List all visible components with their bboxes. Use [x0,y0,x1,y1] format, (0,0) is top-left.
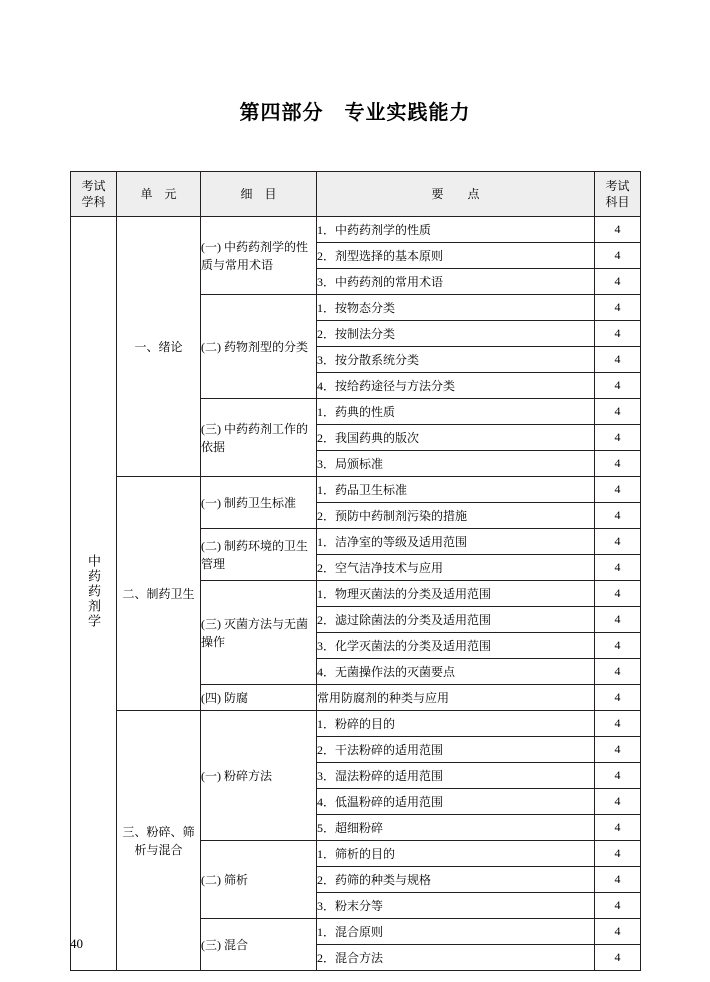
cell-exam-subject: 4 [595,633,641,659]
column-header-exam [595,172,641,217]
cell-exam-subject: 4 [595,607,641,633]
cell-exam-subject: 4 [595,659,641,685]
cell-detail: (二) 制药环境的卫生管理 [201,529,317,581]
cell-subject [71,217,117,971]
cell-point: 5．超细粉碎 [317,815,595,841]
cell-point: 3．中药药剂的常用术语 [317,269,595,295]
column-header-unit: 单 元 [117,172,201,217]
syllabus-table-container [70,125,640,971]
cell-detail: (二) 药物剂型的分类 [201,295,317,399]
cell-point: 4．低温粉碎的适用范围 [317,789,595,815]
column-header-subject-line1: 考试 [81,179,106,193]
cell-point: 1．洁净室的等级及适用范围 [317,529,595,555]
cell-detail: (三) 中药药剂工作的依据 [201,399,317,477]
cell-exam-subject: 4 [595,529,641,555]
cell-exam-subject: 4 [595,841,641,867]
cell-detail: (二) 筛析 [201,841,317,919]
page-title: 第四部分 专业实践能力 [239,102,471,124]
cell-detail: (一) 中药药剂学的性质与常用术语 [201,217,317,295]
cell-point: 1．按物态分类 [317,295,595,321]
cell-detail: (三) 灭菌方法与无菌操作 [201,581,317,685]
cell-unit: 三、粉碎、筛析与混合 [117,711,201,971]
cell-exam-subject: 4 [595,321,641,347]
column-header-exam-line1: 考试 [605,179,630,193]
syllabus-table [70,171,641,971]
cell-exam-subject: 4 [595,815,641,841]
cell-exam-subject: 4 [595,295,641,321]
cell-exam-subject: 4 [595,399,641,425]
cell-point: 3．湿法粉碎的适用范围 [317,763,595,789]
cell-point: 2．滤过除菌法的分类及适用范围 [317,607,595,633]
cell-exam-subject: 4 [595,243,641,269]
cell-exam-subject: 4 [595,789,641,815]
cell-exam-subject: 4 [595,373,641,399]
cell-exam-subject: 4 [595,685,641,711]
cell-point: 2．按制法分类 [317,321,595,347]
cell-point: 1．药典的性质 [317,399,595,425]
cell-exam-subject: 4 [595,269,641,295]
cell-detail: (一) 粉碎方法 [201,711,317,841]
column-header-subject-line2: 学科 [81,195,106,209]
page-number: 40 [70,936,83,951]
column-header-exam-line2: 科目 [605,195,630,209]
cell-point: 2．剂型选择的基本原则 [317,243,595,269]
cell-exam-subject: 4 [595,347,641,373]
cell-exam-subject: 4 [595,737,641,763]
table-header [71,172,641,217]
table-row [71,477,641,503]
cell-point: 1．物理灭菌法的分类及适用范围 [317,581,595,607]
cell-exam-subject: 4 [595,451,641,477]
cell-unit: 一、绪论 [117,217,201,477]
cell-point: 1．中药药剂学的性质 [317,217,595,243]
cell-detail: (四) 防腐 [201,685,317,711]
cell-exam-subject: 4 [595,503,641,529]
cell-exam-subject: 4 [595,711,641,737]
cell-detail: (三) 混合 [201,919,317,971]
cell-point: 2．药筛的种类与规格 [317,867,595,893]
cell-exam-subject: 4 [595,945,641,971]
cell-point: 3．按分散系统分类 [317,347,595,373]
table-row [71,217,641,243]
cell-point: 1．筛析的目的 [317,841,595,867]
cell-point: 2．干法粉碎的适用范围 [317,737,595,763]
table-row [71,711,641,737]
cell-unit: 二、制药卫生 [117,477,201,711]
column-header-subject [71,172,117,217]
cell-point: 1．粉碎的目的 [317,711,595,737]
cell-point: 1．药品卫生标准 [317,477,595,503]
table-header-row [71,172,641,217]
subject-label: 中药药剂学 [86,554,101,629]
cell-point: 4．无菌操作法的灭菌要点 [317,659,595,685]
cell-point: 3．局颁标准 [317,451,595,477]
cell-exam-subject: 4 [595,477,641,503]
cell-point: 2．空气洁净技术与应用 [317,555,595,581]
cell-point: 2．预防中药制剂污染的措施 [317,503,595,529]
cell-exam-subject: 4 [595,763,641,789]
cell-point: 3．化学灭菌法的分类及适用范围 [317,633,595,659]
cell-exam-subject: 4 [595,581,641,607]
cell-point: 2．我国药典的版次 [317,425,595,451]
cell-exam-subject: 4 [595,867,641,893]
cell-exam-subject: 4 [595,555,641,581]
cell-point: 3．粉末分等 [317,893,595,919]
cell-exam-subject: 4 [595,217,641,243]
cell-point: 2．混合方法 [317,945,595,971]
cell-point: 1．混合原则 [317,919,595,945]
column-header-detail: 细 目 [201,172,317,217]
cell-point: 常用防腐剂的种类与应用 [317,685,595,711]
cell-exam-subject: 4 [595,425,641,451]
table-body [71,217,641,971]
column-header-points: 要 点 [317,172,595,217]
cell-point: 4．按给药途径与方法分类 [317,373,595,399]
cell-exam-subject: 4 [595,893,641,919]
cell-exam-subject: 4 [595,919,641,945]
cell-detail: (一) 制药卫生标准 [201,477,317,529]
